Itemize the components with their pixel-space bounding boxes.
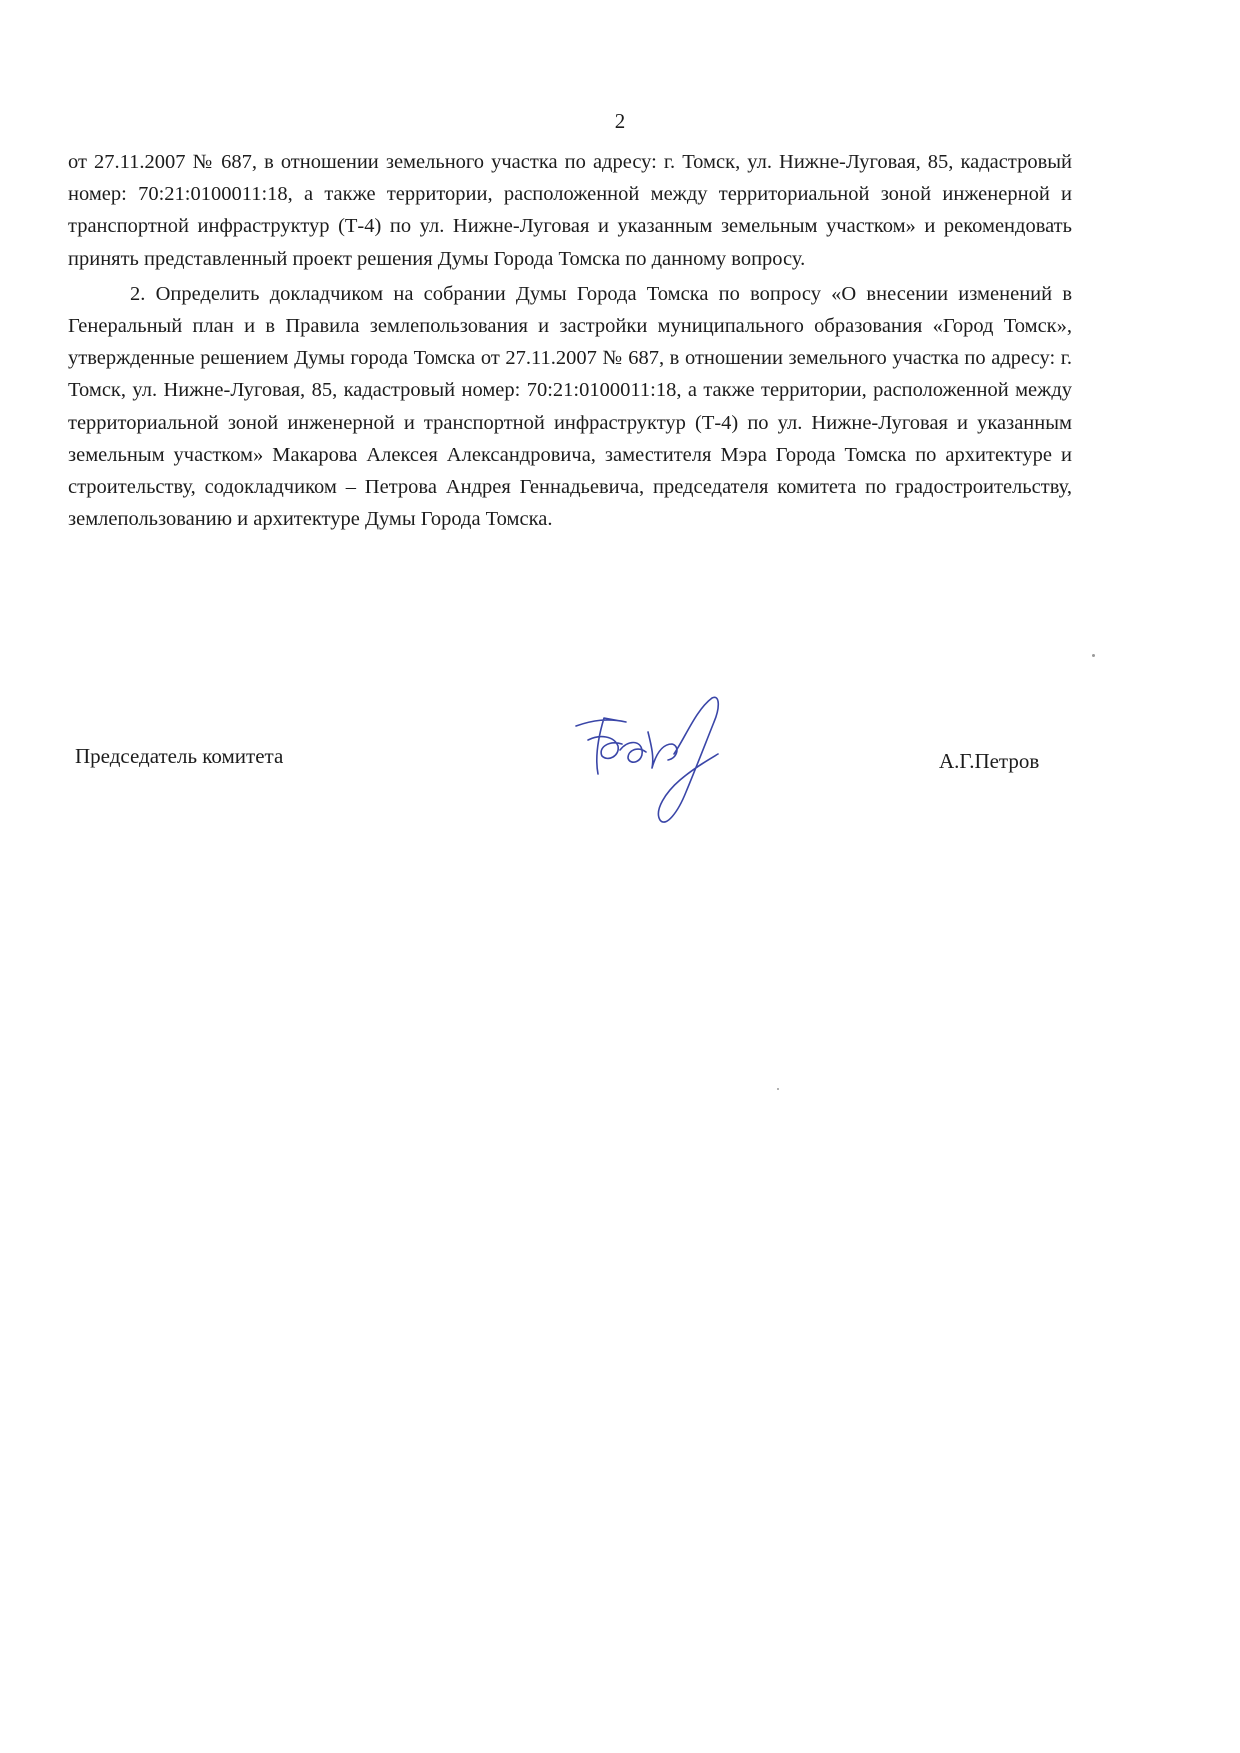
- handwritten-signature: [568, 688, 768, 838]
- page-number: 2: [614, 109, 626, 133]
- signature-stroke-2: [588, 737, 622, 759]
- signatory-name: А.Г.Петров: [939, 749, 1040, 773]
- paragraph-2: 2. Определить докладчиком на собрании Думы Города Томска по вопросу «О внесении изменений в Генеральный план и в Правила землепользования и застройки муниципального образования «Город Томск», утвержденные решением Думы города Томска от 27.11.2007 № 687, в отношении земельного участка по адресу: г. Томск, ул. Нижне-Луговая, 85, кадастровый номер: 70:21:0100011:18, а также территории, расположенной между территориальной зоной инженерной и транспортной инфраструктур (Т-4) по ул. Нижне-Луговая и указанным земельным участком» Макарова Алексея Александровича, заместителя Мэра Города Томска по архитектуре и строительству, содокладчиком – Петрова Андрея Геннадьевича, председателя комитета по градостроительству, землепользованию и архитектуре Думы Города Томска.: [68, 282, 1072, 531]
- signature-stroke-4: [648, 732, 677, 768]
- document-body: [68, 146, 1072, 535]
- signature-stroke-3: [620, 743, 646, 763]
- scan-speck: [1092, 654, 1095, 657]
- scan-speck: [777, 1088, 779, 1090]
- paragraph-1: от 27.11.2007 № 687, в отношении земельного участка по адресу: г. Томск, ул. Нижне-Луговая, 85, кадастровый номер: 70:21:0100011:18, а также территории, расположенной между территориальной зоной инженерной и транспортной инфраструктур (Т-4) по ул. Нижне-Луговая и указанным земельным участком» и рекомендовать принять представленный проект решения Думы Города Томска по данному вопросу.: [68, 151, 1072, 270]
- signatory-role: Председатель комитета: [75, 744, 284, 768]
